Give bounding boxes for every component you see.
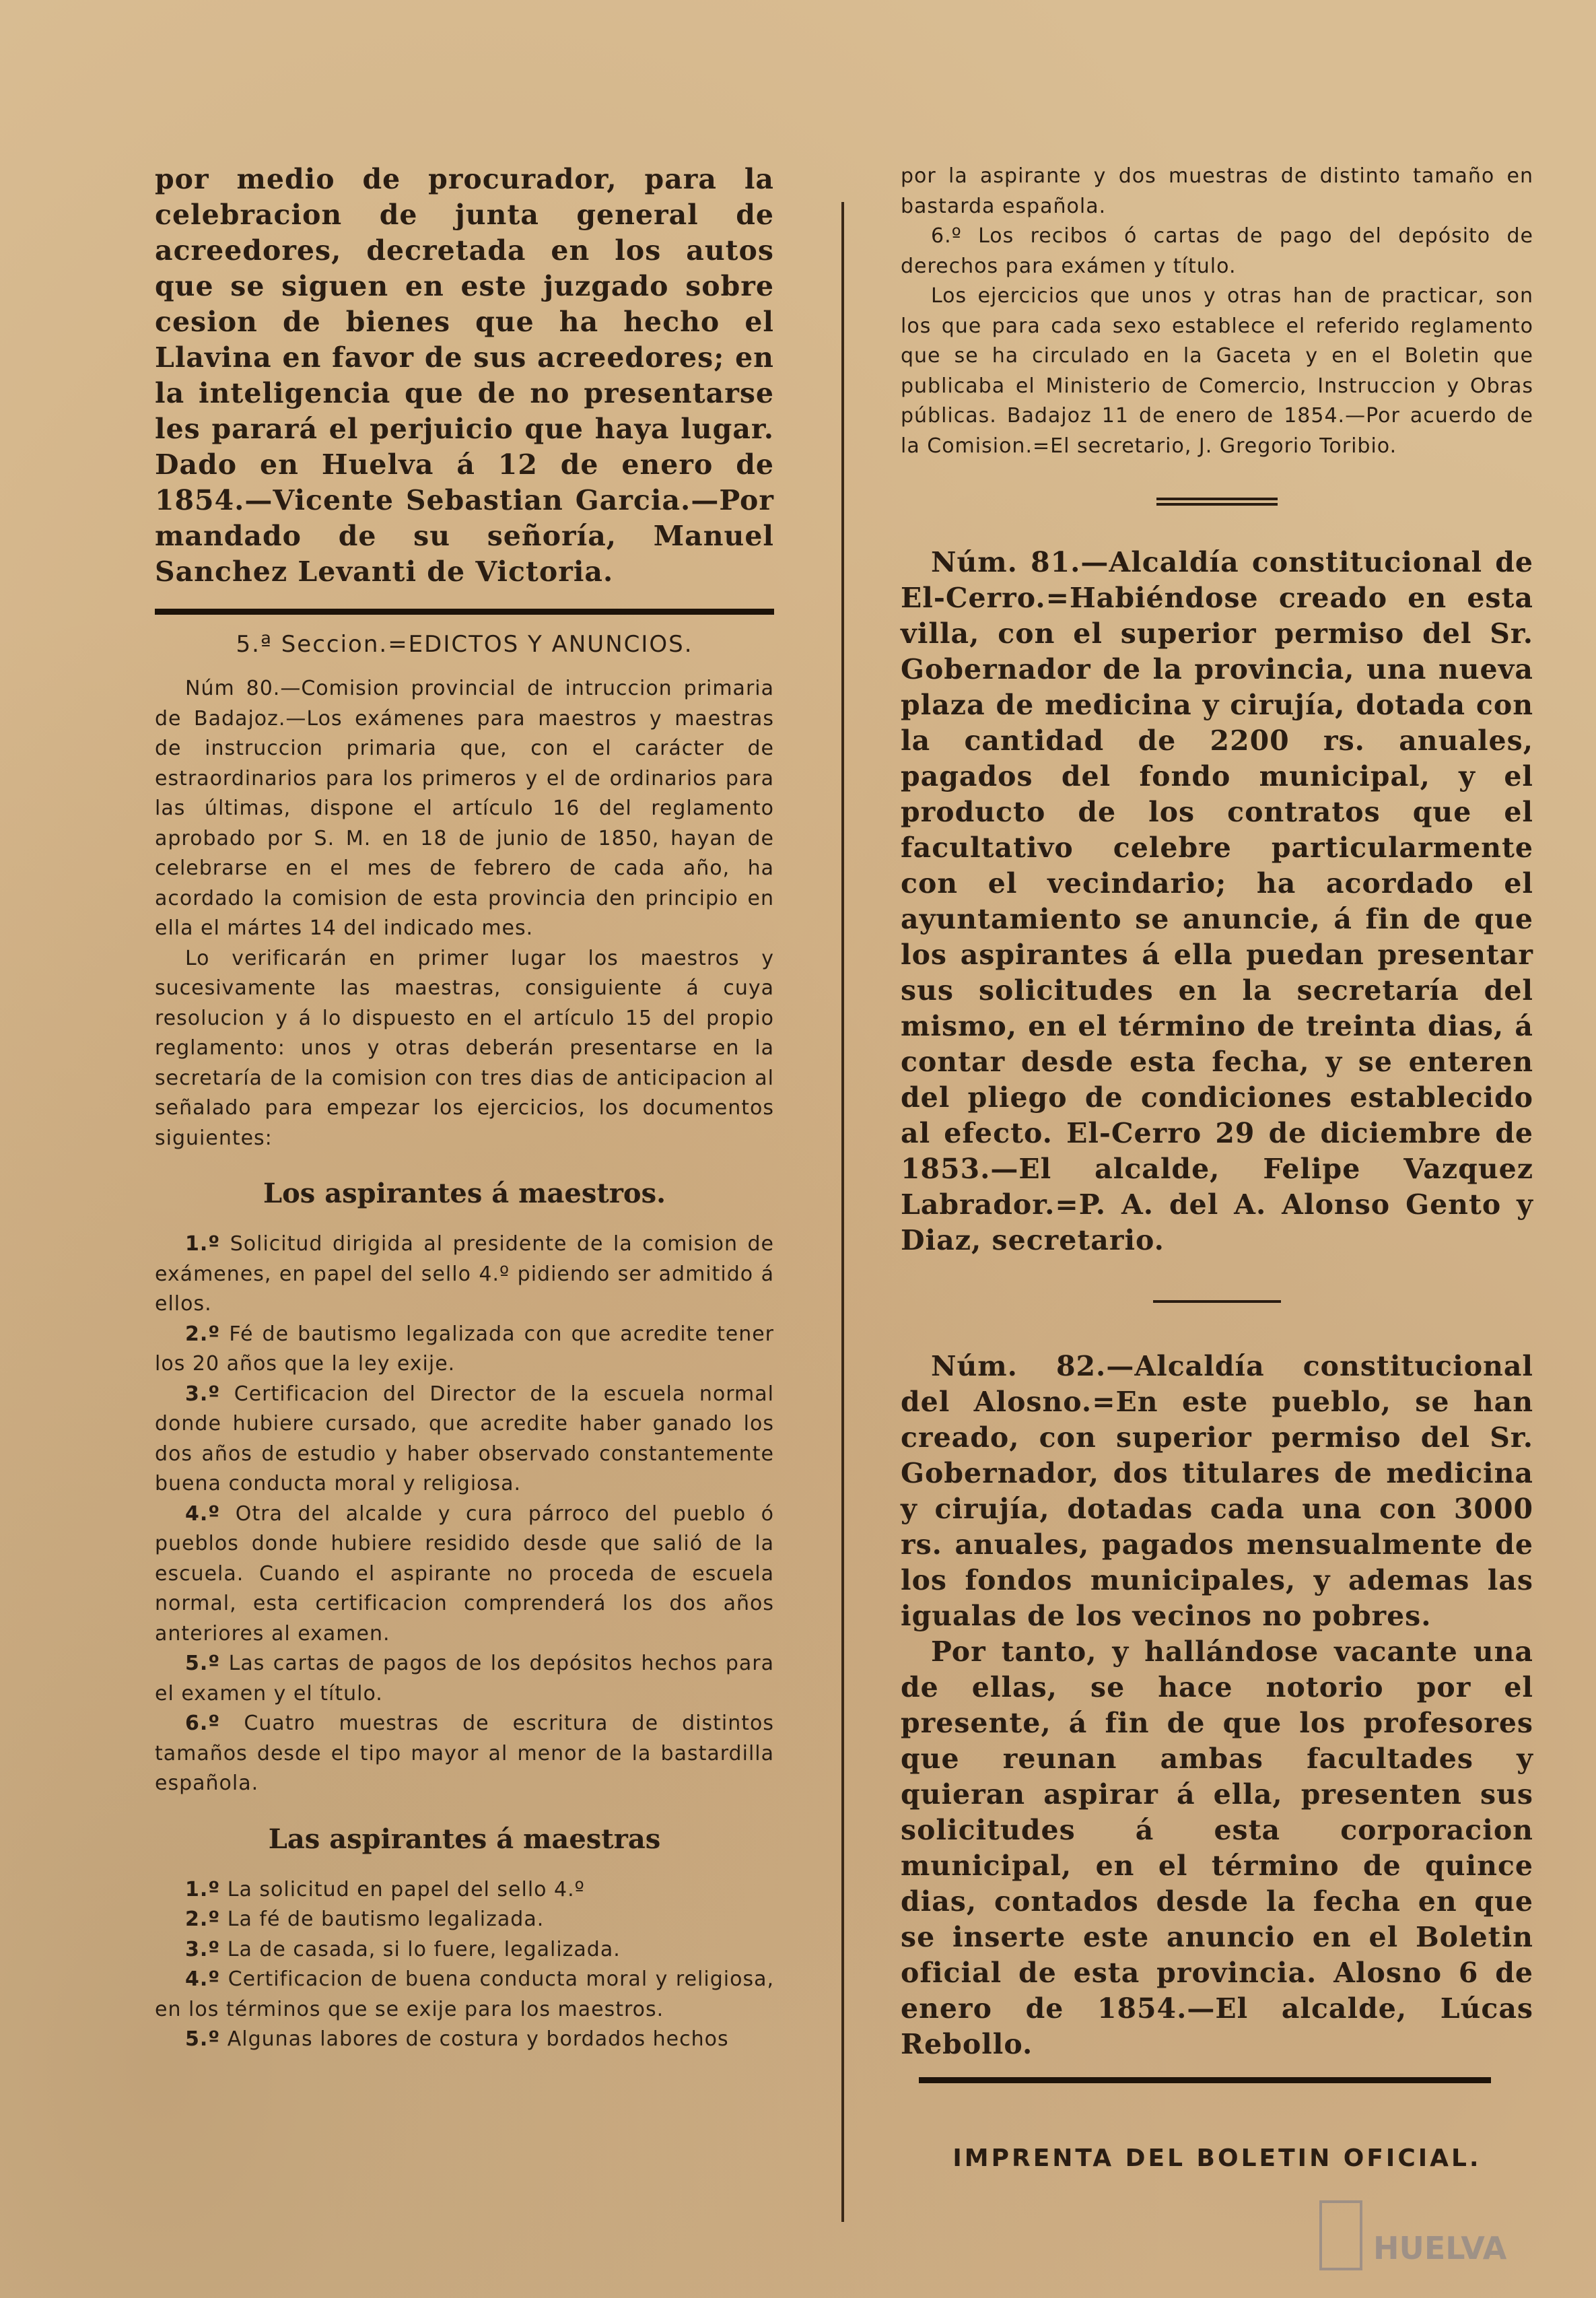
closing-rule <box>919 2077 1491 2083</box>
item-text: Fé de bautismo legalizada con que acredite tener los 20 años que la ley exije. <box>155 1322 774 1376</box>
num80-notice: Núm 80.—Comision provincial de intruccion primaria de Badajoz.—Los exámenes para maestros y maestras de instruccion primaria que, con el carácter de estraordinarios para los primeros y el de ordinarios para las últimas, dispone el artículo 16 del reglamento aprobado por S. M. en 18 de junio de 1850, hayan de celebrarse en el mes de febrero de cada año, ha acordado la comision de esta provincia den principio en ella el mártes 14 del indicado mes. <box>155 677 774 940</box>
list-item <box>155 1935 774 1965</box>
item-number: 6.º <box>185 1712 221 1735</box>
item6-text: 6.º Los recibos ó cartas de pago del depósito de derechos para exámen y título. <box>901 224 1533 278</box>
portanto-paragraph: Por tanto, y hallándose vacante una de ellas, se hace notorio por el presente, á fin de que los profesores que reunan ambas facultades y quieran aspirar á ella, presenten sus solicitudes á esta corporacion municipal, en el término de quince dias, contados desde la fecha en que se inserte este anuncio en el Boletin oficial de esta provincia. Alosno 6 de enero de 1854.—El alcalde, Lúcas Rebollo. <box>901 1635 1533 2060</box>
num81-notice: Núm. 81.—Alcaldía constitucional de El-Cerro.=Habiéndose creado en esta villa, con el superior permiso del Sr. Gobernador de la provincia, una nueva plaza de medicina y cirujía, dotada con la cantidad de 2200 rs. anuales, pagados del fondo municipal, y el producto de los contratos que el facultativo celebre particularmente con el vecindario; ha acordado el ayuntamiento se anuncie, á fin de que los aspirantes á ella puedan presentar sus solicitudes en la secretaría del mismo, en el término de treinta dias, á contar desde esta fecha, y se enteren del pliego de condiciones establecido al efecto. El-Cerro 29 de diciembre de 1853.—El alcalde, Felipe Vazquez Labrador.=P. A. del A. Alonso Gento y Diaz, secretario. <box>901 546 1533 1256</box>
item-text: Cuatro muestras de escritura de distintos tamaños desde el tipo mayor al menor de la bastardilla española. <box>155 1712 774 1795</box>
list-item <box>155 1229 774 1320</box>
list-item <box>155 1965 774 2025</box>
left-column <box>155 162 774 2055</box>
right-column <box>901 162 1533 2062</box>
item-number: 3.º <box>185 1382 221 1406</box>
maestras-list <box>155 1875 774 2055</box>
item-text: La de casada, si lo fuere, legalizada. <box>227 1937 621 1961</box>
list-item <box>155 1905 774 1935</box>
list-item <box>155 1875 774 1905</box>
maestros-list <box>155 1229 774 1799</box>
ejercicios-paragraph: Los ejercicios que unos y otras han de practicar, son los que para cada sexo establece el referido reglamento que se ha circulado en la Gaceta y en el Boletin que publicaba el Ministerio de Comercio, Instruccion y Obras públicas. Badajoz 11 de enero de 1854.—Por acuerdo de la Comision.=El secretario, J. Gregorio Toribio. <box>901 284 1533 458</box>
column-divider <box>841 202 844 2222</box>
list-item <box>155 2025 774 2055</box>
item-text: Certificacion de buena conducta moral y religiosa, en los términos que se exije para los maestros. <box>155 1967 774 2021</box>
stamp-shield-icon <box>1321 2202 1361 2269</box>
num82-notice: Núm. 82.—Alcaldía constitucional del Alosno.=En este pueblo, se han creado, con superior permiso del Sr. Gobernador, dos titulares de medicina y cirujía, dotadas cada una con 3000 rs. anuales, pagados mensualmente de los fondos municipales, y ademas las igualas de los vecinos no pobres. <box>901 1350 1533 1632</box>
section-title: 5.ª Seccion.=EDICTOS Y ANUNCIOS. <box>236 631 693 658</box>
section-rule <box>155 609 774 615</box>
item-number: 4.º <box>185 1501 221 1526</box>
list-item <box>155 1380 774 1499</box>
list-item <box>155 1499 774 1650</box>
separator <box>1156 498 1278 506</box>
item-number: 1.º <box>185 1877 221 1901</box>
item-text: Otra del alcalde y cura párroco del pueblo ó pueblos donde hubiere residido desde que salió de la escuela. Cuando el aspirante no proceda de escuela normal, esta certificacion comprenderá los dos años anteriores al examen. <box>155 1501 774 1646</box>
continuation-text: por la aspirante y dos muestras de distinto tamaño en bastarda española. <box>901 164 1533 218</box>
list-item <box>155 1320 774 1380</box>
item-number: 2.º <box>185 1322 221 1346</box>
list-item <box>155 1649 774 1709</box>
maestras-heading: Las aspirantes á maestras <box>268 1823 661 1855</box>
separator <box>1153 1300 1281 1303</box>
item-number: 3.º <box>185 1937 221 1961</box>
item-text: La solicitud en papel del sello 4.º <box>227 1877 585 1901</box>
item-text: Las cartas de pagos de los depósitos hechos para el examen y el título. <box>155 1652 774 1705</box>
item-number: 5.º <box>185 2027 221 2051</box>
stamp-text: HUELVA <box>1373 2230 1507 2266</box>
verificaran-paragraph: Lo verificarán en primer lugar los maestros y sucesivamente las maestras, consiguiente á cuya resolucion y á lo dispuesto en el artículo 15 del propio reglamento: unos y otras deberán presentarse en la secretaría de la comision con tres dias de anticipacion al señalado para empezar los ejercicios, los documentos siguientes: <box>155 946 774 1150</box>
list-item <box>155 1709 774 1799</box>
item-text: Certificacion del Director de la escuela normal donde hubiere cursado, que acredite haber ganado los dos años de estudio y haber observado constantemente buena conducta moral y religiosa. <box>155 1382 774 1495</box>
item-text: La fé de bautismo legalizada. <box>227 1907 545 1931</box>
item-number: 2.º <box>185 1907 221 1931</box>
imprenta-line: IMPRENTA DEL BOLETIN OFICIAL. <box>952 2144 1482 2172</box>
item-text: Algunas labores de costura y bordados hechos <box>227 2027 729 2051</box>
maestros-heading: Los aspirantes á maestros. <box>263 1178 666 1209</box>
item-text: Solicitud dirigida al presidente de la comision de exámenes, en papel del sello 4.º pidiendo ser admitido á ellos. <box>155 1232 774 1316</box>
item-number: 5.º <box>185 1652 221 1675</box>
intro-paragraph: por medio de procurador, para la celebracion de junta general de acreedores, decretada en los autos que se siguen en este juzgado sobre cesion de bienes que ha hecho el Llavina en favor de sus acreedores; en la inteligencia que de no presentarse les parará el perjuicio que haya lugar. Dado en Huelva á 12 de enero de 1854.—Vicente Sebastian Garcia.—Por mandado de su señoría, Manuel Sanchez Levanti de Victoria. <box>155 163 774 588</box>
item-number: 4.º <box>185 1967 221 1991</box>
item-number: 1.º <box>185 1232 221 1256</box>
archive-stamp-logo <box>1319 2195 1541 2276</box>
